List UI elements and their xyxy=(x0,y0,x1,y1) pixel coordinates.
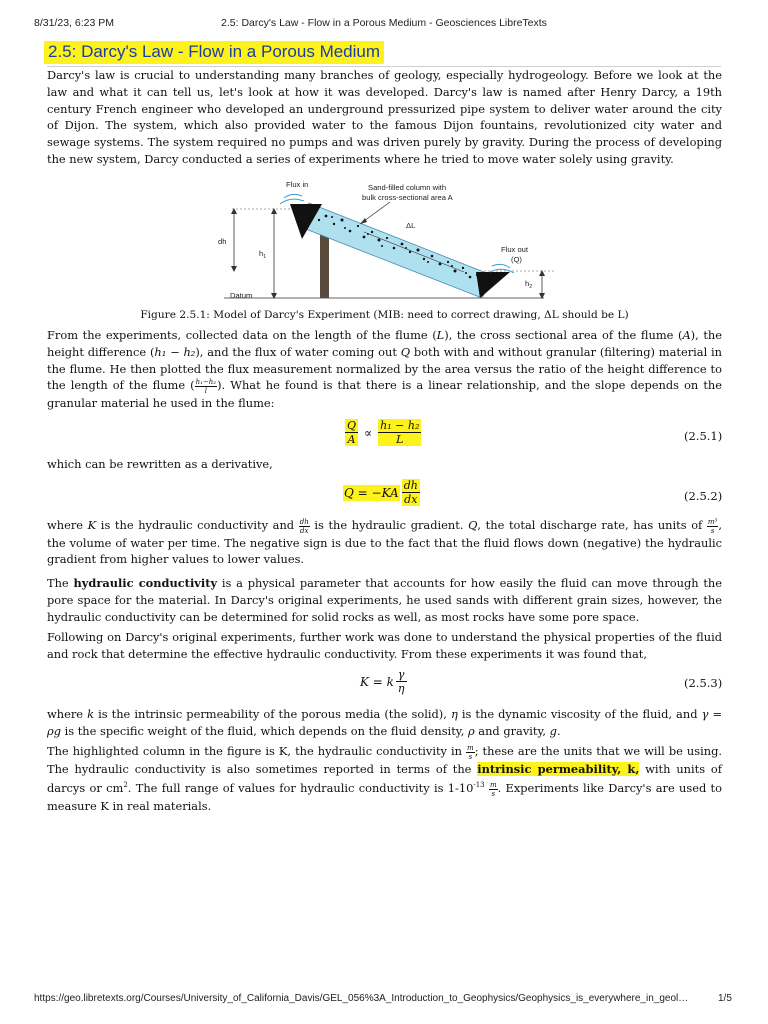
equation-number-2-5-1: (2.5.1) xyxy=(684,429,723,443)
column-label-line2: bulk cross-sectional area A xyxy=(362,193,453,202)
flux-out-q-label: (Q) xyxy=(511,255,522,264)
conductivity-units-fraction: $\frac{m}{s}$ xyxy=(467,743,474,761)
flume-paragraph: From the experiments, collected data on the length of the flume (L), the cross sectional area of the flume (A), the height difference (h₁ − h₂), and the flux of water coming out Q both with and without granular (filtering) material in the flume. He then plotted the flux measurement normalized by the area versus the ratio of the height difference to the length of the flume ( $\frac{\text{h₁−h₂}}{l}$ ). What he found is that there is a linear relationship, and the slope depends on the granular material he used in the flume: xyxy=(47,328,722,410)
permeability-paragraph: where k is the intrinsic permeability of the porous media (the solid), η is the dynamic viscosity of the fluid, and γ = ρg is the specific weight of the fluid, which depends on the fluid density, ρ and gravity, g. xyxy=(47,707,722,738)
h1-label: $h_1$ xyxy=(259,249,267,260)
gradient-paragraph: where K is the hydraulic conductivity and $\frac{dh}{dx}$ is the hydraulic gradient. Q, the total discharge rate, has units of $\frac{\text{m³}}{s}$ , the volume of water per time. The negative sign is due to the fact that the fluid flows down (negative) the hydraulic gradient from higher values to lower values. xyxy=(47,517,722,567)
page-title: 2.5: Darcy's Law - Flow in a Porous Medium xyxy=(44,41,384,64)
equation-2-5-2: Q = −KA $\frac{dh}{dx}$ xyxy=(344,479,418,506)
equation-2-5-3: K = k $\frac{\gamma}{\eta}$ xyxy=(360,668,405,695)
flux-out-label: Flux out xyxy=(501,245,529,254)
print-page-title: 2.5: Darcy's Law - Flow in a Porous Medium - Geosciences LibreTexts xyxy=(221,17,547,29)
intrinsic-permeability-highlight: intrinsic permeability, k, xyxy=(477,761,640,776)
discharge-units-fraction: $\frac{\text{m³}}{s}$ xyxy=(707,517,718,535)
datum-label: Datum xyxy=(230,291,253,300)
units-paragraph: The highlighted column in the figure is K, the hydraulic conductivity in $\frac{m}{s}$ ; these are the units that we will be using. The hydraulic conductivity is also sometimes reported in terms of the intrinsic permeability, k, with units of darcys or $cm^2$. The full range of values for hydraulic conductivity is $1-10^{-13}$ $\frac{m}{s}$ . Experiments like Darcy's are used to measure K in real materials. xyxy=(47,743,722,813)
range-units-fraction: $\frac{m}{s}$ xyxy=(489,780,497,798)
equation-number-2-5-2: (2.5.2) xyxy=(684,489,723,503)
delta-l-label: ΔL xyxy=(406,221,416,230)
intro-paragraph: Darcy's law is crucial to understanding many branches of geology, especially hydrogeology. Before we look at the law and what it can tell us, let's look at how it was developed. Darcy's law is named after Henry Darcy, a 19th century French engineer who developed an underground pressurized pipe system to deliver water around the city of Dijon. The system, which also provided water to the famous Dijon fountains, revolutionized city water and sewage systems. The system required no pumps and was driven purely by gravity. During the process of developing the new system, Darcy conducted a series of experiments where he tried to move water solely using gravity. xyxy=(47,68,722,166)
hydraulic-conductivity-paragraph: The hydraulic conductivity is a physical parameter that accounts for how easily the fluid can move through the pore space for the material. In Darcy's original experiments, he used sands with different grain sizes, however, the hydraulic conductivity can be determined for solid rocks as well, as most rocks have some pore space. xyxy=(47,576,723,624)
equation-number-2-5-3: (2.5.3) xyxy=(684,676,723,690)
further-work-paragraph: Following on Darcy's original experiments, further work was done to understand the physical properties of the fluid and rock that determine the effective hydraulic conductivity. From these experiments it was found that, xyxy=(47,630,722,661)
derivative-text: which can be rewritten as a derivative, xyxy=(47,457,273,471)
dh-label: dh xyxy=(218,237,227,246)
gradient-fraction: $\frac{dh}{dx}$ xyxy=(299,517,309,535)
equation-2-5-1: $\frac{Q}{A}$ ∝ $\frac{\text{h₁ − h₂}}{L}$ xyxy=(347,419,420,446)
flux-in-label: Flux in xyxy=(286,180,309,189)
darcy-experiment-figure xyxy=(214,176,554,304)
print-datetime: 8/31/23, 6:23 PM xyxy=(34,17,114,29)
print-page-number: 1/5 xyxy=(718,993,732,1004)
print-url: https://geo.libretexts.org/Courses/University_of_California_Davis/GEL_056%3A_Introduction_to_Geophysics/Geophysics_is_everywhere_in_geol… xyxy=(34,993,689,1004)
figure-caption: Figure 2.5.1: Model of Darcy's Experiment (MIB: need to correct drawing, ΔL should be L) xyxy=(140,309,629,321)
column-stand xyxy=(320,234,329,298)
h2-label: $h_2$ xyxy=(525,279,533,290)
height-ratio-fraction: $\frac{\text{h₁−h₂}}{l}$ xyxy=(195,377,217,395)
outlet-funnel xyxy=(476,272,510,298)
column-label-line1: Sand-filled column with xyxy=(368,183,447,192)
